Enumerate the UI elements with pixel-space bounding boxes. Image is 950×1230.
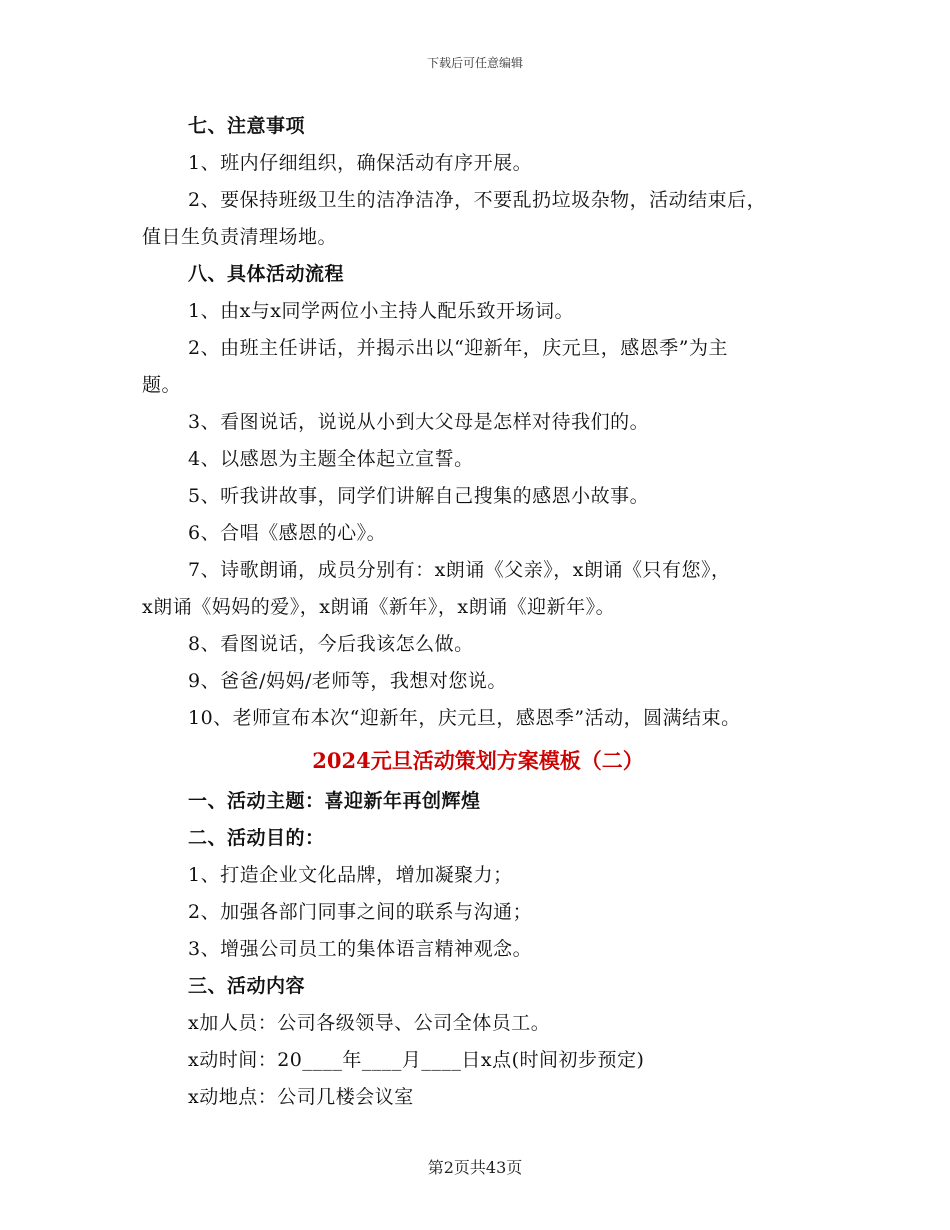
- section-heading-8: 八、具体活动流程: [188, 263, 345, 285]
- paragraph: 6、合唱《感恩的心》。: [188, 522, 387, 544]
- document-body: [142, 108, 814, 1116]
- paragraph: 4、以感恩为主题全体起立宣誓。: [188, 448, 474, 470]
- page-number: 第2页共43页: [427, 1158, 523, 1177]
- paragraph: x加人员：公司各级领导、公司全体员工。: [188, 1012, 551, 1034]
- section-heading-3: 三、活动内容: [188, 975, 306, 997]
- section-heading-2: 二、活动目的：: [188, 827, 325, 849]
- paragraph: 9、爸爸/妈妈/老师等，我想对您说。: [188, 670, 507, 692]
- paragraph: 2、要保持班级卫生的洁净洁净，不要乱扔垃圾杂物，活动结束后，: [188, 189, 767, 211]
- header-note: 下载后可任意编辑: [426, 56, 523, 70]
- part-title: 2024元旦活动策划方案模板（二）: [312, 748, 644, 773]
- paragraph: 3、增强公司员工的集体语言精神观念。: [188, 938, 533, 960]
- paragraph: 10、老师宣布本次“迎新年，庆元旦，感恩季”活动，圆满结束。: [188, 707, 741, 729]
- paragraph: 2、加强各部门同事之间的联系与沟通；: [188, 901, 533, 923]
- paragraph: x动地点：公司几楼会议室: [188, 1086, 414, 1108]
- paragraph: x动时间：20____年____月____日x点(时间初步预定): [188, 1049, 645, 1071]
- section-heading-1: 一、活动主题：喜迎新年再创辉煌: [188, 790, 481, 812]
- paragraph: 1、打造企业文化品牌，增加凝聚力；: [188, 864, 513, 886]
- paragraph: 7、诗歌朗诵，成员分别有：x朗诵《父亲》，x朗诵《只有您》，: [188, 559, 731, 581]
- paragraph: 2、由班主任讲话，并揭示出以“迎新年，庆元旦，感恩季”为主: [188, 337, 729, 359]
- paragraph-continuation: 题。: [142, 374, 182, 396]
- paragraph: 8、看图说话，今后我该怎么做。: [188, 633, 474, 655]
- section-heading-7: 七、注意事项: [188, 115, 306, 137]
- paragraph-continuation: x朗诵《妈妈的爱》，x朗诵《新年》，x朗诵《迎新年》。: [142, 596, 616, 618]
- paragraph: 1、班内仔细组织，确保活动有序开展。: [188, 152, 533, 174]
- paragraph: 3、看图说话，说说从小到大父母是怎样对待我们的。: [188, 411, 650, 433]
- paragraph: 5、听我讲故事，同学们讲解自己搜集的感恩小故事。: [188, 485, 650, 507]
- paragraph: 1、由x与x同学两位小主持人配乐致开场词。: [188, 300, 575, 322]
- paragraph-continuation: 值日生负责清理场地。: [142, 226, 338, 248]
